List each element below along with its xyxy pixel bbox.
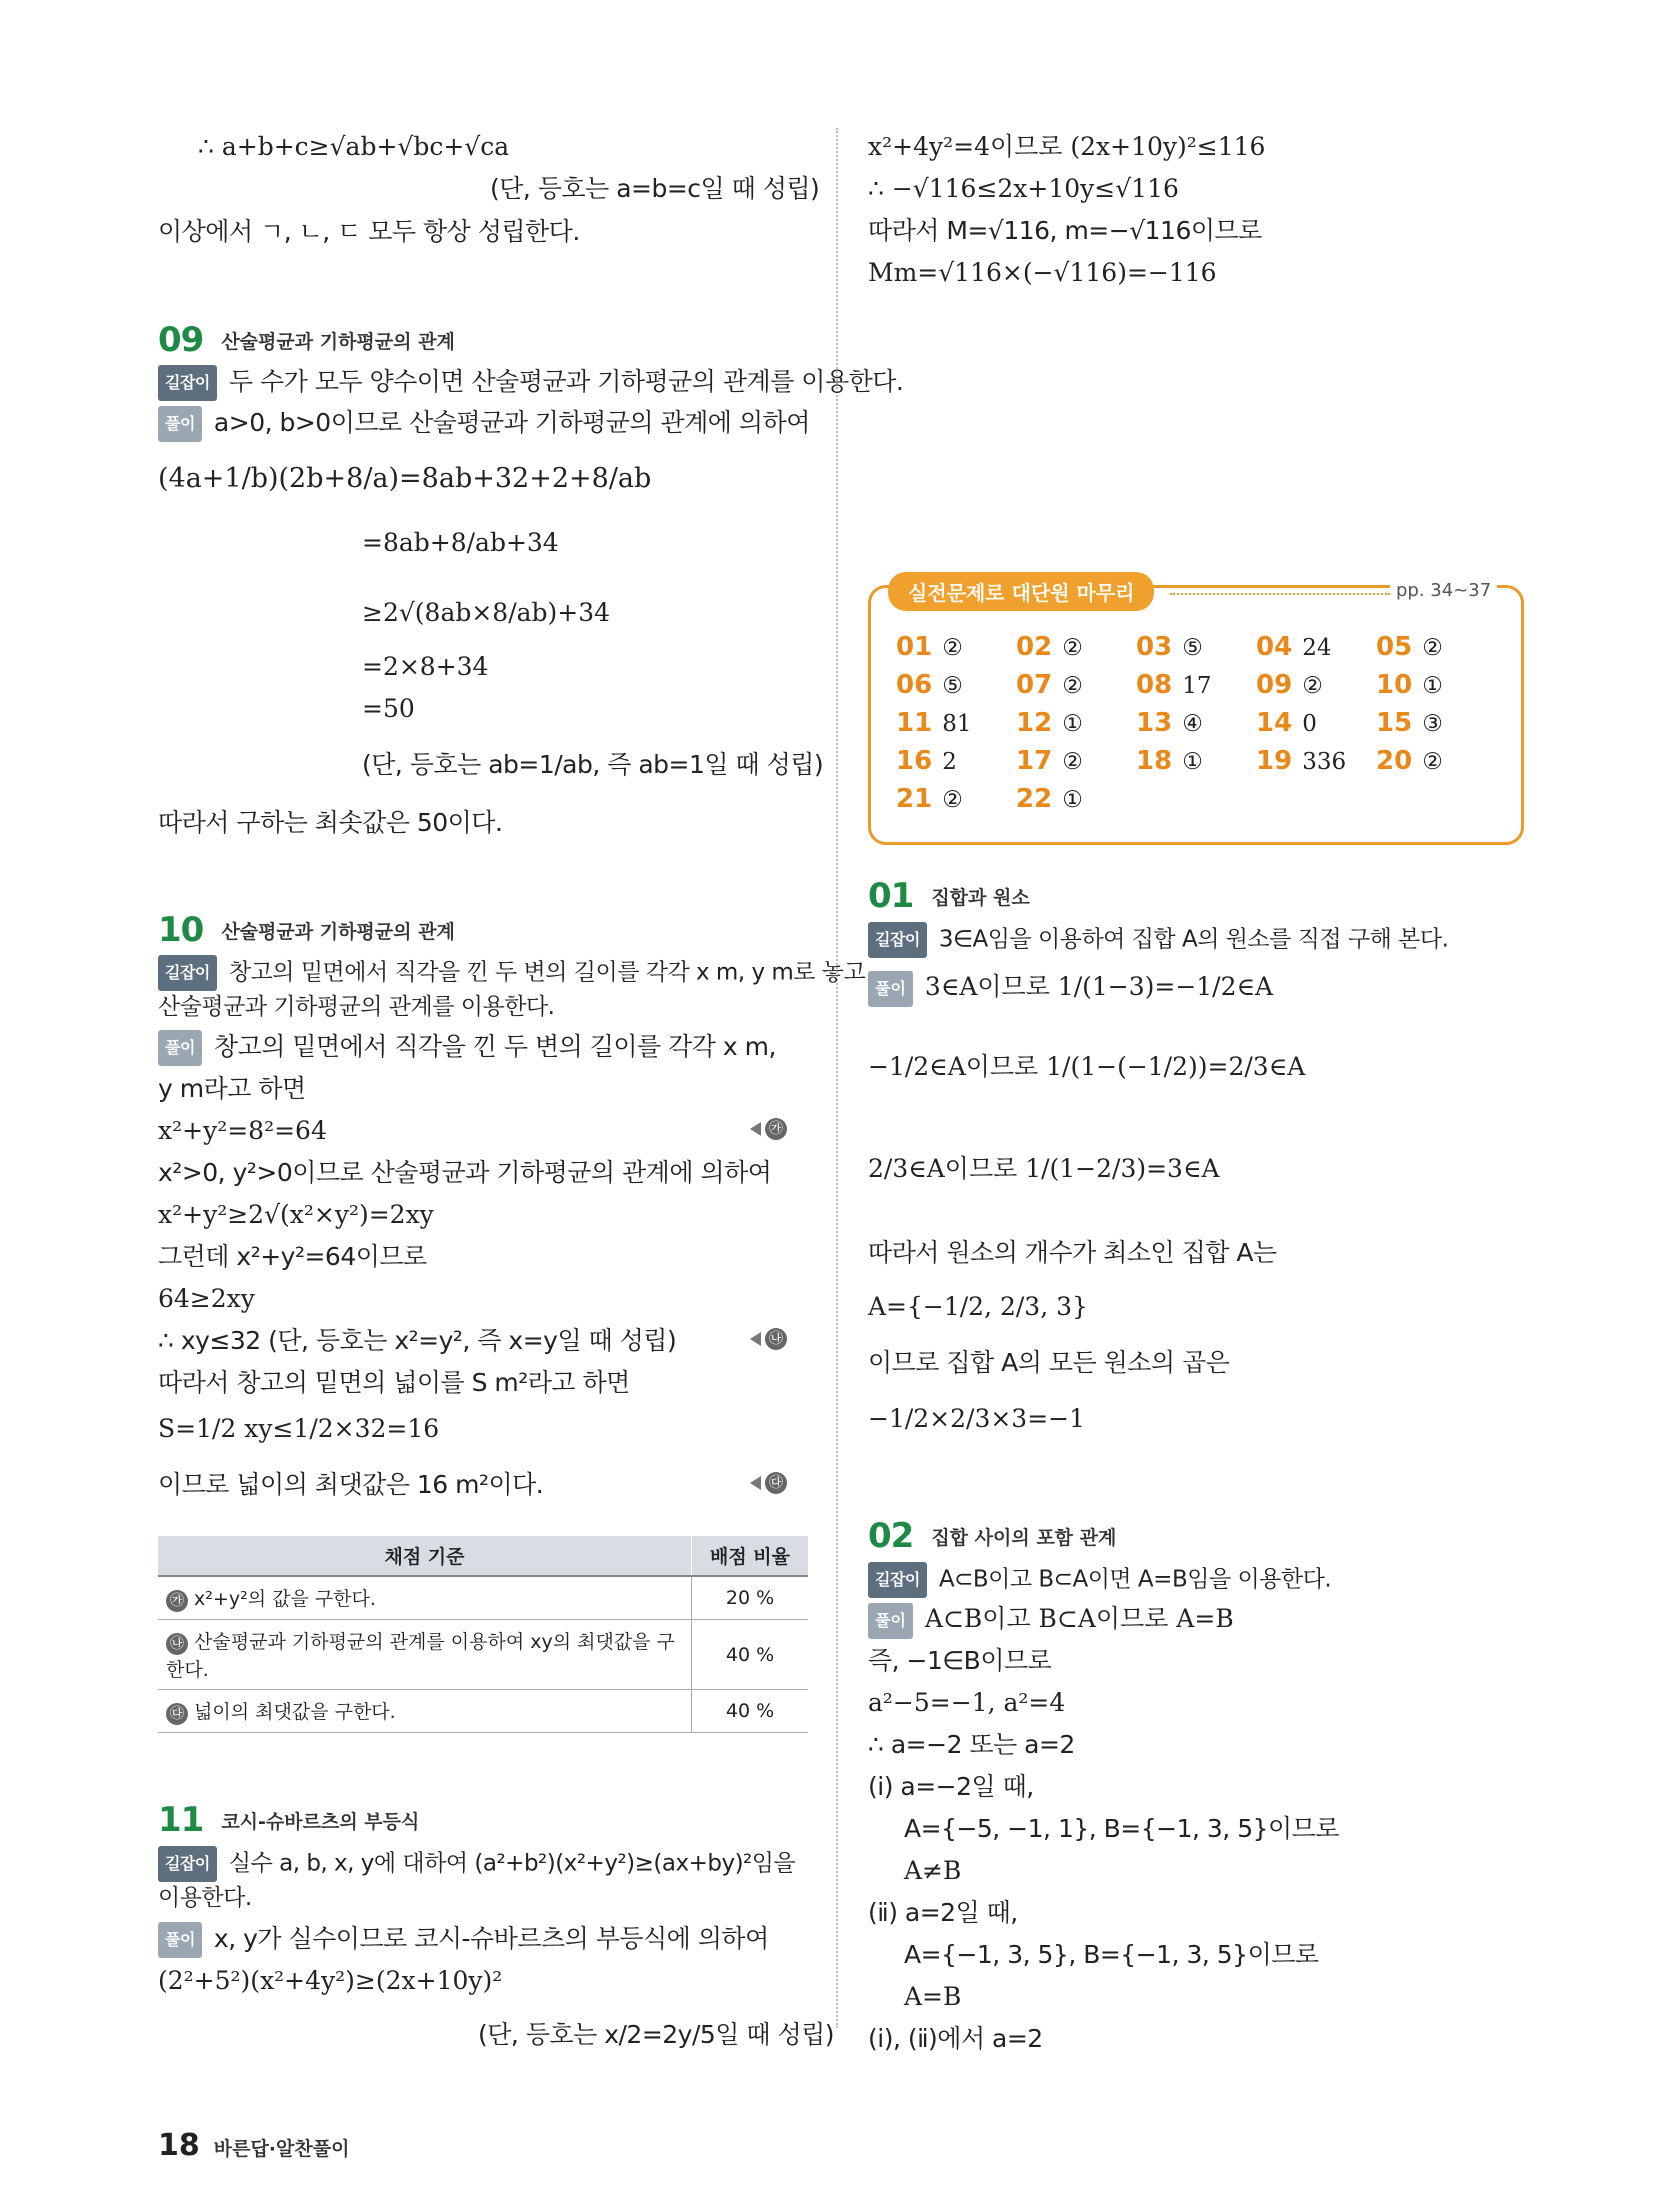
answer-number: 15: [1376, 708, 1413, 738]
q09-number: 09: [158, 320, 204, 360]
answer-key-title: 실전문제로 대단원 마무리: [888, 572, 1154, 611]
answer-item: [1376, 708, 1496, 738]
q09-expand: (4a+1/b)(2b+8/a)=8ab+32+2+8/ab: [158, 463, 652, 494]
conclusion-text: 이상에서 ㄱ, ㄴ, ㄷ 모두 항상 성립한다.: [158, 217, 580, 246]
answer-number: 20: [1376, 746, 1413, 776]
r-q02-line-8: A={−1, 3, 5}, B={−1, 3, 5}이므로: [904, 1940, 1319, 1969]
solution-tag: 풀이: [868, 1603, 913, 1639]
r-q02-line-4: (ⅰ) a=−2일 때,: [868, 1772, 1034, 1801]
q10-line-3: x²>0, y²>0이므로 산술평균과 기하평균의 관계에 의하여: [158, 1158, 772, 1187]
solution-tag: 풀이: [158, 406, 202, 442]
q10-number: 10: [158, 910, 204, 950]
page-footer: [158, 2128, 349, 2163]
answer-number: 07: [1016, 670, 1053, 700]
right-top-line-3: 따라서 M=√116, m=−√116이므로: [868, 216, 1262, 245]
r-q02-line-9: A=B: [904, 1982, 962, 2011]
guide-tag: 길잡이: [868, 922, 927, 958]
conclusion-inequality: ∴ a+b+c≥√ab+√bc+√ca: [198, 132, 510, 161]
header-criterion: 채점 기준: [158, 1536, 692, 1576]
r-q02-header: [868, 1516, 1116, 1556]
q11-guide-2: 이용한다.: [158, 1885, 252, 1911]
triangle-icon: [750, 1476, 761, 1490]
q09-header: [158, 320, 455, 360]
answer-value: ①: [1062, 787, 1083, 813]
table-row: ㉮ x²+y²의 값을 구한다. 20 %: [158, 1576, 808, 1620]
answer-item: [896, 784, 1016, 814]
solution-tag: 풀이: [158, 1922, 202, 1958]
dotted-leader: [1170, 593, 1390, 595]
answer-item: [1256, 632, 1376, 662]
triangle-icon: [750, 1332, 761, 1346]
answer-value: 24: [1302, 635, 1332, 661]
mark-da: ㉰: [750, 1472, 1654, 1494]
guide-tag: 길잡이: [158, 955, 217, 991]
q10-line-7: ∴ xy≤32 (단, 등호는 x²=y², 즉 x=y일 때 성립): [158, 1326, 677, 1355]
q09-answer: 따라서 구하는 최솟값은 50이다.: [158, 808, 503, 837]
r-q01-line-4: A={−1/2, 2/3, 3}: [868, 1292, 1088, 1321]
answer-value: ②: [1062, 749, 1083, 775]
answer-value: ②: [942, 635, 963, 661]
answer-item: [1256, 746, 1376, 776]
r-q01-guide: 길잡이 3∈A임을 이용하여 집합 A의 원소를 직접 구해 본다.: [868, 922, 1448, 958]
answer-number: 19: [1256, 746, 1293, 776]
q09-title: 산술평균과 기하평균의 관계: [221, 330, 455, 353]
equality-condition: (단, 등호는 a=b=c일 때 성립): [490, 174, 820, 203]
q09-step3: =2×8+34: [362, 652, 489, 681]
q10-line-4: x²+y²≥2√(x²×y²)=2xy: [158, 1200, 434, 1229]
q10-guide-1: 길잡이 창고의 밑면에서 직각을 낀 두 변의 길이를 각각 x m, y m로 놓고: [158, 955, 865, 991]
right-top-line-4: Mm=√116×(−√116)=−116: [868, 258, 1217, 287]
answer-number: 08: [1136, 670, 1173, 700]
q09-step2: ≥2√(8ab×8/ab)+34: [362, 598, 611, 627]
q09-guide: 길잡이 두 수가 모두 양수이면 산술평균과 기하평균의 관계를 이용한다.: [158, 365, 903, 401]
q10-line-2: x²+y²=8²=64: [158, 1116, 327, 1145]
r-q02-line-10: (ⅰ), (ⅱ)에서 a=2: [868, 2024, 1043, 2053]
answer-item: [1136, 746, 1256, 776]
r-q01-line-1: −1/2∈A이므로 1/(1−(−1/2))=2/3∈A: [868, 1052, 1306, 1081]
answer-number: 11: [896, 708, 933, 738]
q10-guide-2: 산술평균과 기하평균의 관계를 이용한다.: [158, 994, 555, 1020]
q09-solution-intro: 풀이 a>0, b>0이므로 산술평균과 기하평균의 관계에 의하여: [158, 406, 810, 442]
answer-value: ①: [1422, 673, 1443, 699]
answer-value: ⑤: [942, 673, 963, 699]
answer-number: 14: [1256, 708, 1293, 738]
guide-tag: 길잡이: [158, 365, 217, 401]
answer-number: 13: [1136, 708, 1173, 738]
r-q02-line-5: A={−5, −1, 1}, B={−1, 3, 5}이므로: [904, 1814, 1339, 1843]
answer-value: ②: [1062, 635, 1083, 661]
answer-number: 02: [1016, 632, 1053, 662]
answer-value: 2: [942, 749, 957, 775]
answer-value: ②: [1302, 673, 1323, 699]
answer-item: [896, 708, 1016, 738]
q10-title: 산술평균과 기하평균의 관계: [221, 920, 455, 943]
column-divider: [836, 128, 838, 2028]
answer-number: 21: [896, 784, 933, 814]
r-q02-line-7: (ⅱ) a=2일 때,: [868, 1898, 1018, 1927]
q11-header: [158, 1800, 419, 1840]
answer-value: 0: [1302, 711, 1317, 737]
solution-tag: 풀이: [158, 1030, 202, 1066]
answer-value: ①: [1062, 711, 1083, 737]
scoring-table: [158, 1536, 808, 1733]
answer-item: [1136, 632, 1256, 662]
answer-item: [1376, 746, 1496, 776]
r-q02-title: 집합 사이의 포함 관계: [931, 1526, 1117, 1549]
answer-number: 01: [896, 632, 933, 662]
guide-tag: 길잡이: [868, 1562, 927, 1598]
q10-line-8: 따라서 창고의 밑면의 넓이를 S m²라고 하면: [158, 1368, 630, 1397]
r-q02-line-3: ∴ a=−2 또는 a=2: [868, 1730, 1075, 1759]
mark-na: ㉯: [750, 1328, 1654, 1350]
answer-value: ④: [1182, 711, 1203, 737]
solution-tag: 풀이: [868, 971, 913, 1007]
answer-value: ⑤: [1182, 635, 1203, 661]
q10-solution-intro: 풀이 창고의 밑면에서 직각을 낀 두 변의 길이를 각각 x m,: [158, 1030, 776, 1066]
answer-item: [896, 632, 1016, 662]
mark-ga: ㉮: [750, 1118, 1654, 1140]
answer-number: 22: [1016, 784, 1053, 814]
answer-number: 10: [1376, 670, 1413, 700]
answer-item: [1136, 670, 1256, 700]
answer-item: [1376, 632, 1496, 662]
q10-line-5: 그런데 x²+y²=64이므로: [158, 1242, 427, 1271]
answer-number: 17: [1016, 746, 1053, 776]
answer-number: 03: [1136, 632, 1173, 662]
r-q01-title: 집합과 원소: [931, 886, 1030, 909]
answer-number: 05: [1376, 632, 1413, 662]
r-q01-line-6: −1/2×2/3×3=−1: [868, 1404, 1086, 1433]
answer-item: [1136, 708, 1256, 738]
answer-value: ②: [1422, 635, 1443, 661]
answer-item: [896, 670, 1016, 700]
r-q02-number: 02: [868, 1516, 914, 1556]
answer-item: [1256, 670, 1376, 700]
answer-grid: [896, 632, 1496, 814]
answer-number: 04: [1256, 632, 1293, 662]
answer-item: [1256, 708, 1376, 738]
answer-item: [896, 746, 1016, 776]
r-q02-guide: 길잡이 A⊂B이고 B⊂A이면 A=B임을 이용한다.: [868, 1562, 1331, 1598]
answer-item: [1016, 708, 1136, 738]
answer-value: 81: [942, 711, 972, 737]
answer-key-pages: pp. 34~37: [1390, 580, 1497, 601]
answer-number: 09: [1256, 670, 1293, 700]
q10-line-1: y m라고 하면: [158, 1074, 306, 1103]
triangle-icon: [750, 1122, 761, 1136]
r-q01-line-0: 풀이 3∈A이므로 1/(1−3)=−1/2∈A: [868, 970, 1273, 1007]
answer-item: [1016, 746, 1136, 776]
answer-item: [1016, 784, 1136, 814]
r-q02-line-1: 즉, −1∈B이므로: [868, 1646, 1052, 1675]
table-row: ㉰ 넓이의 최댓값을 구한다. 40 %: [158, 1690, 808, 1733]
guide-tag: 길잡이: [158, 1846, 217, 1882]
answer-item: [1016, 632, 1136, 662]
answer-item: [1016, 670, 1136, 700]
r-q01-line-5: 이므로 집합 A의 모든 원소의 곱은: [868, 1348, 1230, 1377]
q10-header: [158, 910, 455, 950]
answer-number: 12: [1016, 708, 1053, 738]
q10-line-6: 64≥2xy: [158, 1284, 255, 1313]
q11-inequality: (2²+5²)(x²+4y²)≥(2x+10y)²: [158, 1966, 503, 1995]
answer-value: ①: [1182, 749, 1203, 775]
r-q01-line-3: 따라서 원소의 개수가 최소인 집합 A는: [868, 1238, 1277, 1267]
q11-title: 코시-슈바르츠의 부등식: [221, 1810, 420, 1833]
page-number: 18: [158, 2128, 200, 2163]
q10-line-9: S=1/2 xy≤1/2×32=16: [158, 1414, 440, 1443]
answer-value: ③: [1422, 711, 1443, 737]
q09-equality: (단, 등호는 ab=1/ab, 즉 ab=1일 때 성립): [362, 750, 824, 779]
r-q02-line-2: a²−5=−1, a²=4: [868, 1688, 1066, 1717]
q09-step1: =8ab+8/ab+34: [362, 528, 559, 557]
q11-equality: (단, 등호는 x/2=2y/5일 때 성립): [478, 2020, 835, 2049]
answer-item: [1376, 670, 1496, 700]
header-ratio: 배점 비율: [692, 1536, 809, 1576]
q09-step4: =50: [362, 694, 415, 723]
answer-number: 06: [896, 670, 933, 700]
answer-value: ②: [1422, 749, 1443, 775]
r-q01-number: 01: [868, 876, 914, 916]
right-top-line-2: ∴ −√116≤2x+10y≤√116: [868, 174, 1179, 203]
q10-line-10: 이므로 넓이의 최댓값은 16 m²이다.: [158, 1470, 544, 1499]
q11-solution-intro: 풀이 x, y가 실수이므로 코시-슈바르츠의 부등식에 의하여: [158, 1922, 769, 1958]
answer-value: 336: [1302, 749, 1347, 775]
answer-value: ②: [942, 787, 963, 813]
r-q01-header: [868, 876, 1030, 916]
r-q02-line-6: A≠B: [904, 1856, 962, 1885]
r-q01-line-2: 2/3∈A이므로 1/(1−2/3)=3∈A: [868, 1154, 1220, 1183]
q11-guide-1: 길잡이 실수 a, b, x, y에 대하여 (a²+b²)(x²+y²)≥(ax+by)²임을: [158, 1846, 795, 1882]
answer-number: 16: [896, 746, 933, 776]
answer-value: 17: [1182, 673, 1212, 699]
right-top-line-1: x²+4y²=4이므로 (2x+10y)²≤116: [868, 132, 1266, 161]
answer-number: 18: [1136, 746, 1173, 776]
answer-value: ②: [1062, 673, 1083, 699]
book-label: 바른답·알찬풀이: [213, 2138, 350, 2160]
q11-number: 11: [158, 1800, 204, 1840]
table-row: ㉯ 산술평균과 기하평균의 관계를 이용하여 xy의 최댓값을 구한다. 40 %: [158, 1620, 808, 1690]
r-q02-line-0: 풀이 A⊂B이고 B⊂A이므로 A=B: [868, 1602, 1234, 1639]
